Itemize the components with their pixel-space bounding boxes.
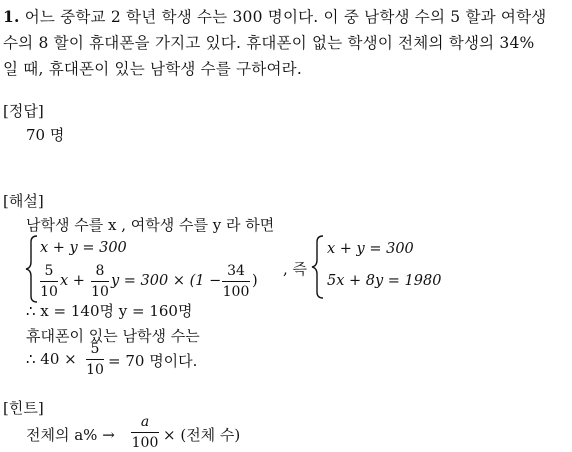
- phone-owner-line: 휴대폰이 있는 남학생 수는: [26, 327, 200, 345]
- hint-prefix: 전체의 a% →: [26, 426, 115, 444]
- hint-frac-a-100: a 100: [131, 414, 159, 451]
- system1-eq1: x + y = 300: [40, 240, 127, 256]
- problem-number: 1.: [3, 7, 20, 26]
- system1-eq2-end: ): [252, 273, 258, 289]
- explanation-heading: [해설]: [3, 192, 44, 210]
- problem-line-3: 일 때, 휴대폰이 있는 남학생 수를 구하여라.: [3, 60, 302, 78]
- problem-line-2: 수의 8 할이 휴대폰을 가지고 있다. 휴대폰이 없는 학생이 전체의 학생의 34%: [3, 34, 535, 52]
- explanation-intro: 남학생 수를 x , 여학생 수를 y 라 하면: [26, 216, 275, 234]
- answer-value: 70 명: [26, 126, 65, 144]
- answer-heading: [정답]: [3, 102, 44, 120]
- system1-frac-34-100: 34 100: [222, 263, 250, 300]
- system2-eq1: x + y = 300: [327, 241, 414, 257]
- system1-eq2-part2: y = 300 × (1 −: [111, 273, 222, 289]
- equivalence-separator: , 즉: [283, 260, 308, 278]
- system1-eq2-part1: x +: [60, 273, 85, 289]
- left-brace-2: [312, 236, 323, 298]
- left-brace-1: [26, 236, 37, 302]
- system2-eq2: 5x + 8y = 1980: [327, 273, 442, 289]
- calc-prefix: ∴ 40 ×: [26, 350, 77, 368]
- system1-frac-5-10: 5 10: [40, 263, 58, 300]
- system1-frac-8-10: 8 10: [91, 263, 109, 300]
- solution-result: ∴ x = 140명 y = 160명: [26, 302, 193, 320]
- hint-heading: [힌트]: [3, 399, 44, 417]
- calc-suffix: = 70 명이다.: [108, 352, 198, 370]
- hint-suffix: × (전체 수): [163, 426, 241, 444]
- calc-frac-5-10: 5 10: [86, 341, 104, 378]
- problem-line-1: 1. 어느 중학교 2 학년 학생 수는 300 명이다. 이 중 남학생 수의 5 할과 여학생: [3, 7, 547, 26]
